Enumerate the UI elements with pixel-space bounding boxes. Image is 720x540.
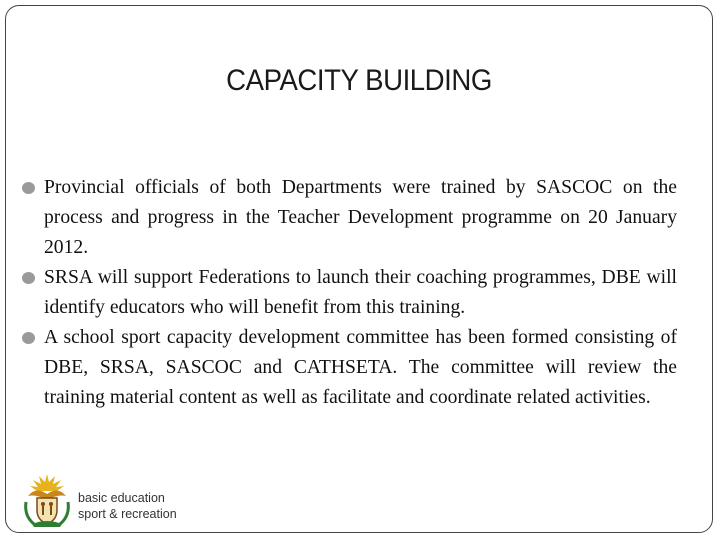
department-logo bbox=[18, 470, 193, 530]
logo-text bbox=[78, 490, 177, 522]
bullet-item bbox=[22, 173, 677, 263]
slide-frame bbox=[5, 5, 713, 533]
logo-line-education: basic education bbox=[78, 491, 165, 505]
bullet-dot-icon bbox=[22, 272, 35, 284]
logo-line-sport: sport & recreation bbox=[78, 507, 177, 521]
bullet-item bbox=[22, 263, 677, 323]
bullet-item bbox=[22, 323, 677, 413]
bullet-text: A school sport capacity development committee has been formed consisting of DBE, SRSA, SASCOC and CATHSETA. The committee will review the training material content as well as facilitate and coordinate related activities. bbox=[44, 327, 677, 408]
slide-title: CAPACITY BUILDING bbox=[226, 64, 492, 97]
coat-of-arms-icon bbox=[20, 472, 74, 528]
bullet-dot-icon bbox=[22, 332, 35, 344]
bullet-dot-icon bbox=[22, 182, 35, 194]
bullet-text: SRSA will support Federations to launch their coaching programmes, DBE will identify educators who will benefit from this training. bbox=[44, 267, 677, 318]
bullet-list bbox=[22, 173, 677, 413]
bullet-text: Provincial officials of both Departments were trained by SASCOC on the process and progress in the Teacher Development programme on 20 January 2012. bbox=[44, 177, 677, 258]
